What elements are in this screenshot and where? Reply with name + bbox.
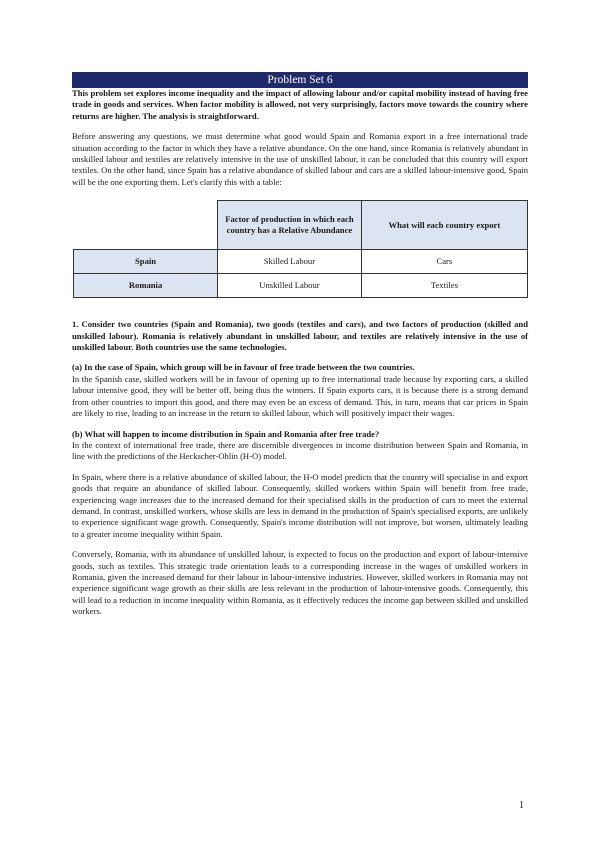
table-header-factor: Factor of production in which each country has a Relative Abundance xyxy=(218,201,362,250)
romania-paragraph: Conversely, Romania, with its abundance of unskilled labour, is expected to focus on the production and export of labour-intensive goods, such as textiles. This strategic trade orientation leads to a corresponding increase in the wages of unskilled workers in Romania, given the increased demand for their labour in labour-intensive industries. However, skilled workers in Romania may not experience significant wage growth as their skills are less relevant in the production of labour-intensive goods. Consequently, this will lead to a reduction in income inequality within Romania, as it effectively reduces the income gap between skilled and unskilled workers. xyxy=(72,549,528,617)
factor-abundance-table xyxy=(73,200,528,298)
page-number: 1 xyxy=(519,800,524,811)
table-country-cell: Spain xyxy=(74,250,218,274)
table-header-row xyxy=(74,201,528,250)
table-export-cell: Textiles xyxy=(361,274,527,298)
spain-paragraph: In Spain, where there is a relative abundance of skilled labour, the H-O model predicts that the country will specialise in and export goods that require an abundance of skilled labour. Consequently, skilled workers within Spain will benefit from free trade, experiencing wage increases due to the increased demand for their specialised skills in the production of cars to meet the external demand. In contrast, unskilled workers, whose skills are less in demand in the production of Spain's specialised exports, are unlikely to experience significant wage growth. Consequently, Spain's income distribution will not improve, but worsen, ultimately leading to a greater income inequality within Spain. xyxy=(72,471,528,539)
table-row xyxy=(74,250,528,274)
question-a-answer: In the Spanish case, skilled workers will be in favour of opening up to free international trade because by exporting cars, a skilled labour intensive good, they will be better off, being thus the winners. If Spain exports cars, it is because there is a strong demand from other countries to import this good, and there may even be an excess of demand. This, in turn, means that car prices in Spain are likely to rise, leading to an increase in the return to skilled labour, which will positively impact their wages. xyxy=(72,373,528,419)
table-country-cell: Romania xyxy=(74,274,218,298)
table-corner-cell xyxy=(74,201,218,250)
intro-paragraph: This problem set explores income inequality and the impact of allowing labour and/or capital mobility instead of having free trade in goods and services. When factor mobility is allowed, not very surprisingly, factors move towards the country where returns are higher. The analysis is straightforward. xyxy=(72,88,528,121)
page-title: Problem Set 6 xyxy=(72,72,528,88)
question-1: 1. Consider two countries (Spain and Romania), two goods (textiles and cars), and two factors of production (skilled and unskilled labour). Romania is relatively abundant in unskilled labour, and textiles are relatively intensive in the use of unskilled labour. Both countries use the same technologies. xyxy=(72,319,528,353)
table-factor-cell: Unskilled Labour xyxy=(218,274,362,298)
question-a-heading: (a) In the case of Spain, which group will be in favour of free trade between the two countries. xyxy=(72,362,415,373)
table-factor-cell: Skilled Labour xyxy=(218,250,362,274)
table-header-export: What will each country export xyxy=(361,201,527,250)
exports-paragraph: Before answering any questions, we must determine what good would Spain and Romania export in a free international trade situation according to the factor in which they have a relative abundance. On the one hand, since Romania is relatively abundant in unskilled labour and textiles are relatively intensive in the use of unskilled labour, it can be concluded that this country will export textiles. On the other hand, since Spain has a relative abundance of skilled labour and cars are a skilled labour-intensive good, Spain will be the one exporting them. Let's clarify this with a table: xyxy=(72,131,528,187)
question-b-heading: (b) What will happen to income distribution in Spain and Romania after free trade? xyxy=(72,428,380,439)
table-export-cell: Cars xyxy=(361,250,527,274)
question-b-answer: In the context of international free trade, there are discernible divergences in income distribution between Spain and Romania, in line with the predictions of the Heckscher-Ohlin (H-O) model. xyxy=(72,439,528,462)
table-row xyxy=(74,274,528,298)
page-content xyxy=(72,72,528,618)
